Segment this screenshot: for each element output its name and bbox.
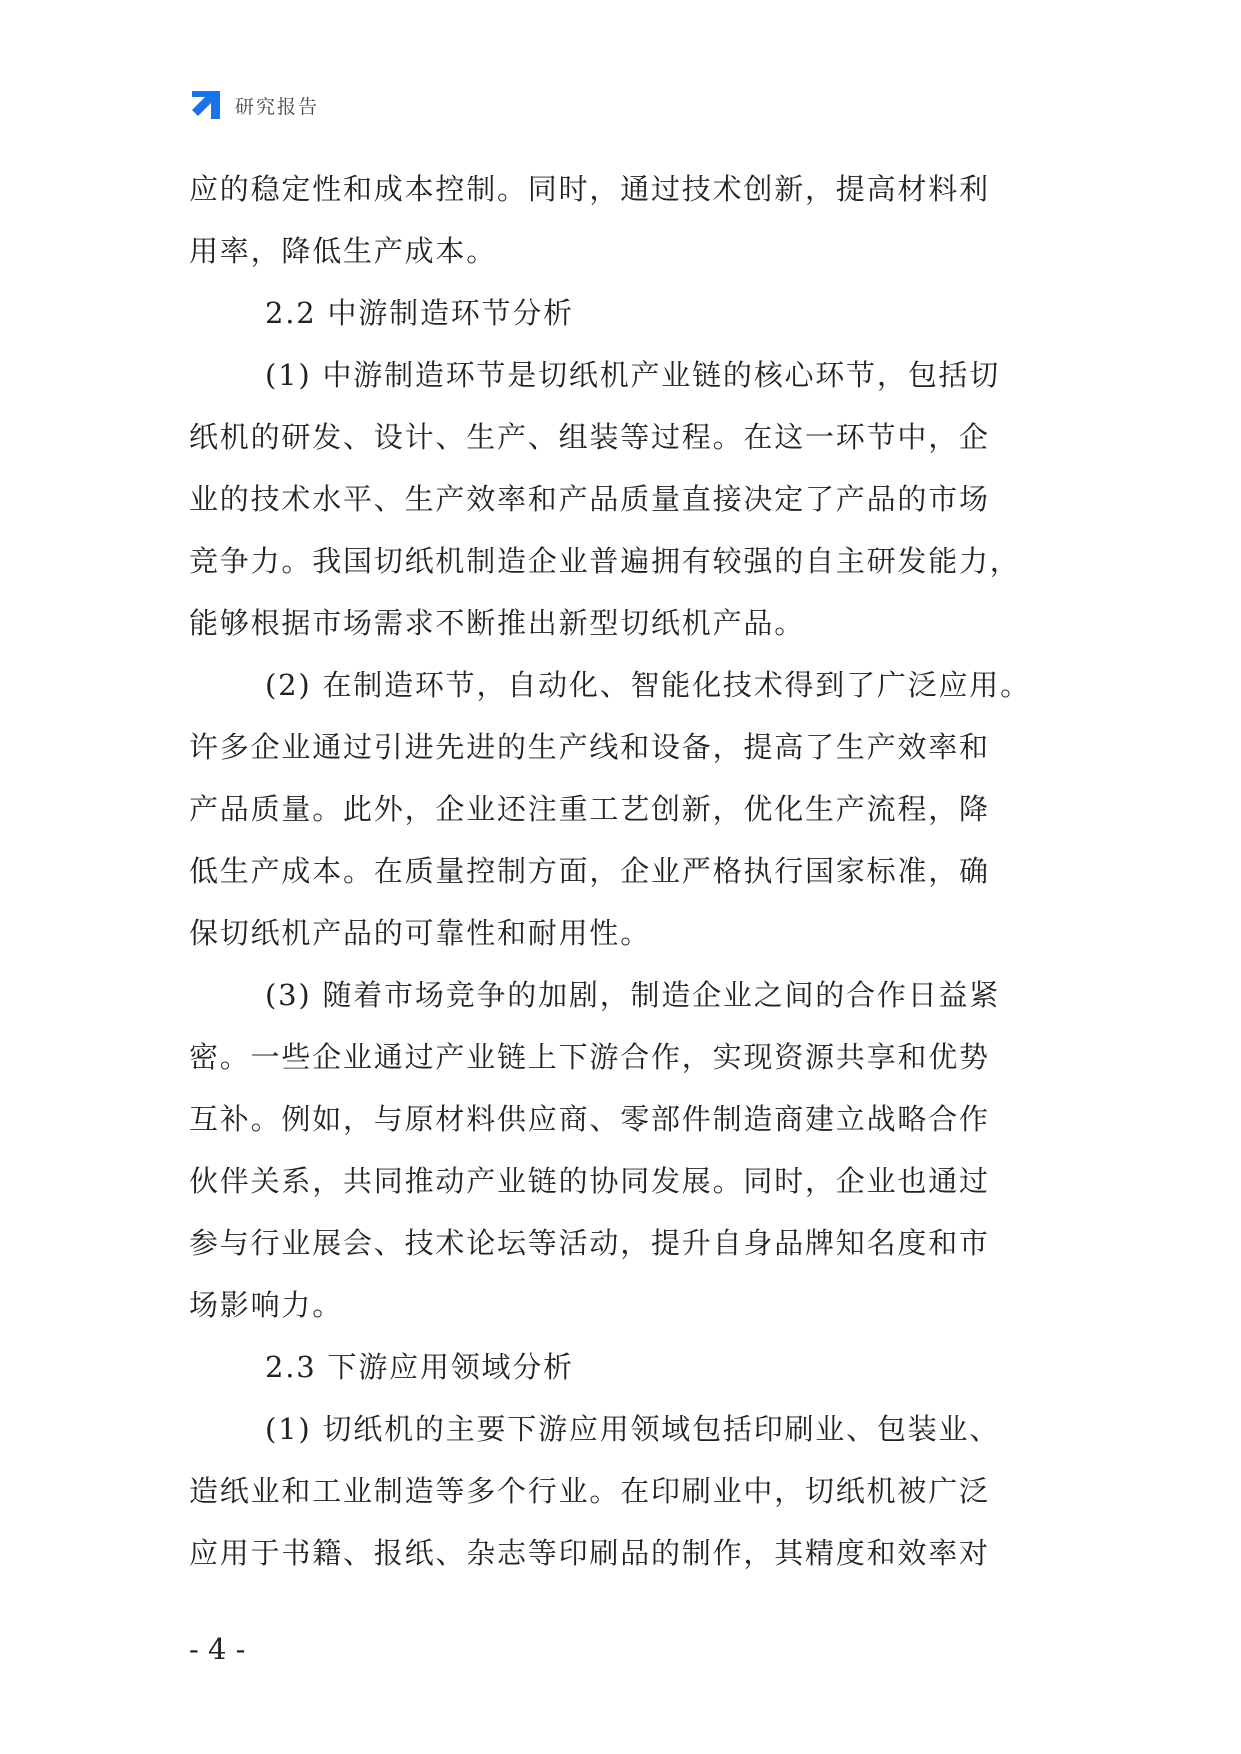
text-line: 互补。例如，与原材料供应商、零部件制造商建立战略合作 [189,1102,990,1136]
text-line: 竞争力。我国切纸机制造企业普遍拥有较强的自主研发能力， [189,544,1021,578]
report-header [189,88,319,122]
text-line: (1) 切纸机的主要下游应用领域包括印刷业、包装业、 [265,1412,1001,1446]
text-line: 许多企业通过引进先进的生产线和设备，提高了生产效率和 [189,730,990,764]
text-line: 能够根据市场需求不断推出新型切纸机产品。 [189,606,806,640]
text-line: 应用于书籍、报纸、杂志等印刷品的制作，其精度和效率对 [189,1536,990,1570]
text-line: 伙伴关系，共同推动产业链的协同发展。同时，企业也通过 [189,1164,990,1198]
text-line: 纸机的研发、设计、生产、组装等过程。在这一环节中，企 [189,420,990,454]
text-line: 2.2 中游制造环节分析 [265,296,574,330]
text-line: (2) 在制造环节，自动化、智能化技术得到了广泛应用。 [265,668,1031,702]
text-line: (3) 随着市场竞争的加剧，制造企业之间的合作日益紧 [265,978,1001,1012]
text-line: 用率，降低生产成本。 [189,234,498,268]
text-line: 应的稳定性和成本控制。同时，通过技术创新，提高材料利 [189,172,990,206]
text-line: 参与行业展会、技术论坛等活动，提升自身品牌知名度和市 [189,1226,990,1260]
text-line: 场影响力。 [189,1288,344,1322]
text-line: 业的技术水平、生产效率和产品质量直接决定了产品的市场 [189,482,990,516]
text-line: 低生产成本。在质量控制方面，企业严格执行国家标准，确 [189,854,990,888]
text-line: 造纸业和工业制造等多个行业。在印刷业中，切纸机被广泛 [189,1474,990,1508]
text-line: 2.3 下游应用领域分析 [265,1350,574,1384]
page-number: - 4 - [189,1632,246,1666]
text-line: (1) 中游制造环节是切纸机产业链的核心环节，包括切 [265,358,1001,392]
arrow-logo-icon [189,88,223,122]
document-body [189,158,1059,1584]
header-title: 研究报告 [235,95,320,118]
text-line: 产品质量。此外，企业还注重工艺创新，优化生产流程，降 [189,792,990,826]
text-line: 保切纸机产品的可靠性和耐用性。 [189,916,652,950]
text-line: 密。一些企业通过产业链上下游合作，实现资源共享和优势 [189,1040,990,1074]
